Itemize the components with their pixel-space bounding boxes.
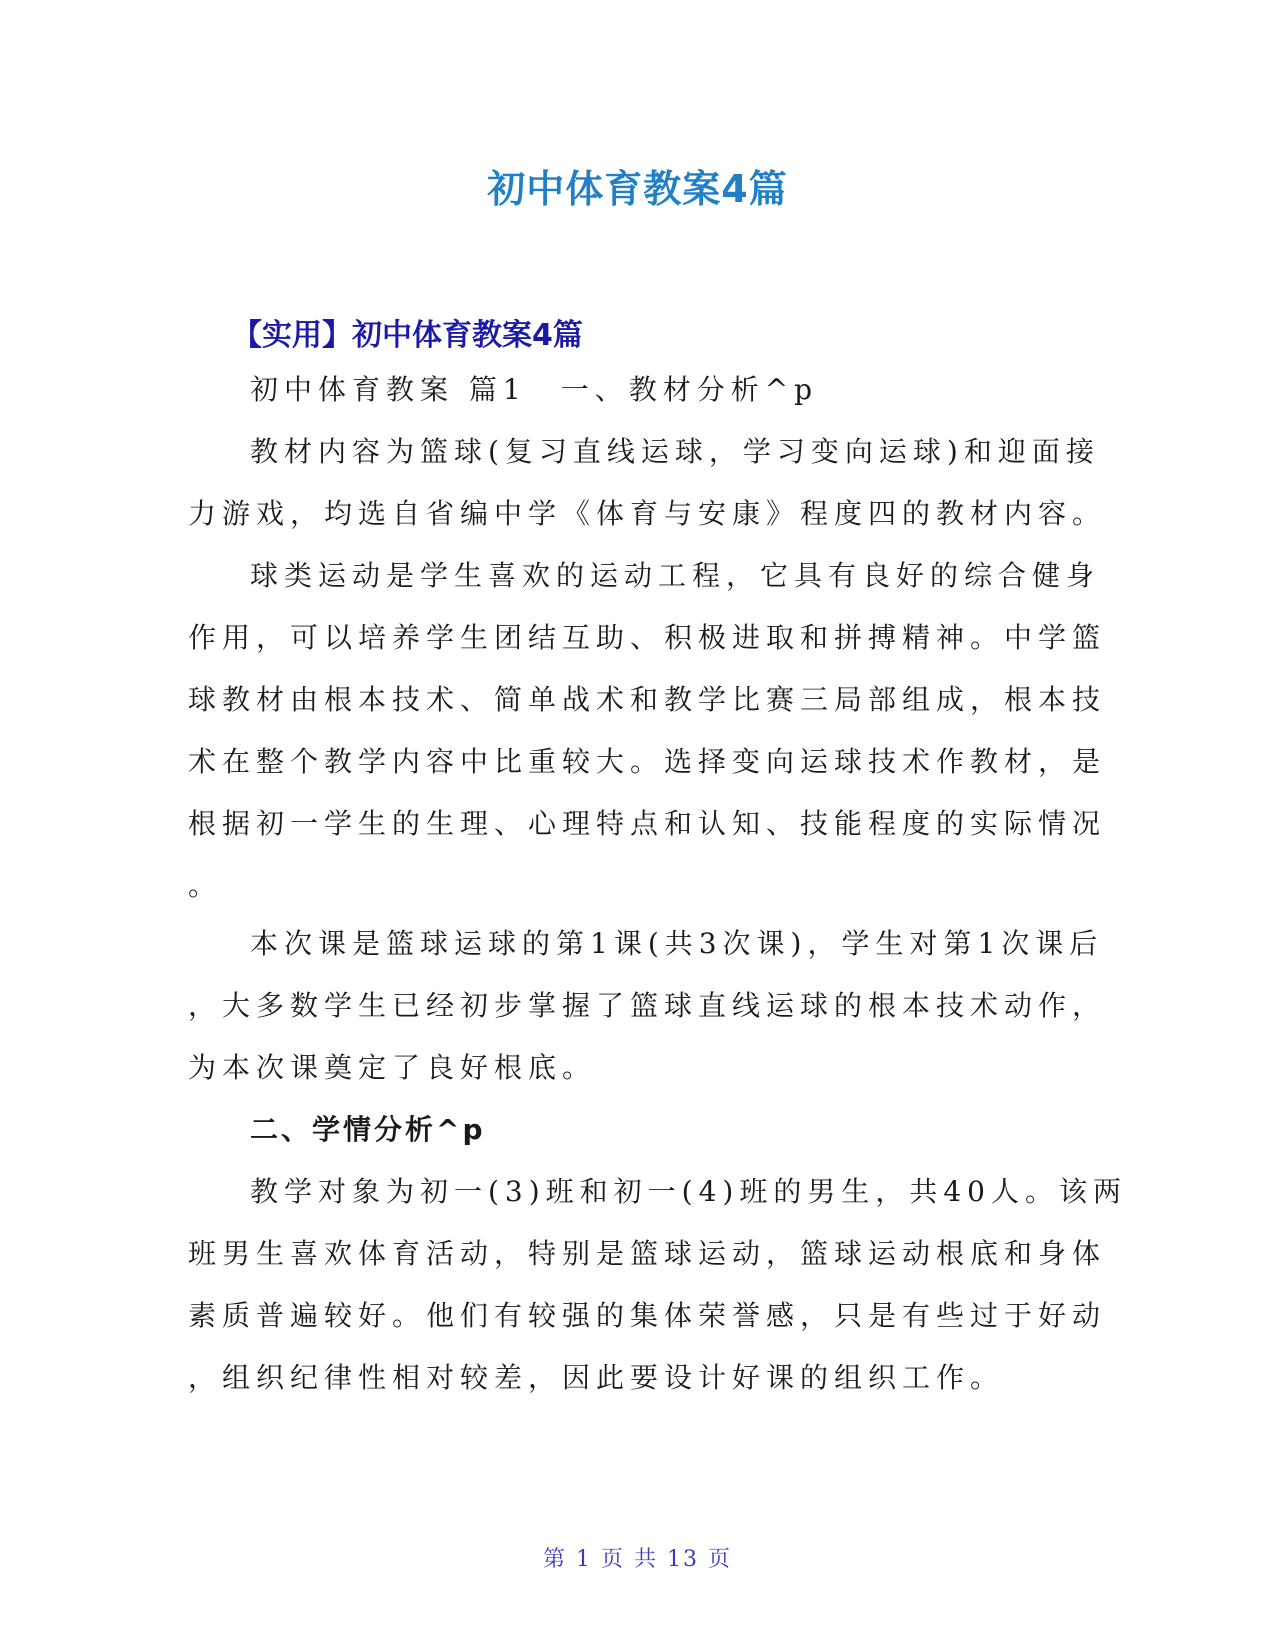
paragraph-line: 初中体育教案 篇1 一、教材分析^p [250, 373, 819, 406]
paragraph-line: 教学对象为初一(3)班和初一(4)班的男生，共40人。该两 [250, 1175, 1127, 1208]
paragraph-line: 力游戏，均选自省编中学《体育与安康》程度四的教材内容。 [188, 497, 1107, 530]
paragraph-line: 素质普遍较好。他们有较强的集体荣誉感，只是有些过于好动 [188, 1299, 1107, 1332]
paragraph-line: 球教材由根本技术、简单战术和教学比赛三局部组成，根本技 [188, 683, 1107, 716]
page-title: 初中体育教案4篇 [487, 167, 788, 211]
paragraph-line: 教材内容为篮球(复习直线运球，学习变向运球)和迎面接 [250, 435, 1100, 468]
paragraph-line: 本次课是篮球运球的第1课(共3次课)，学生对第1次课后 [250, 927, 1104, 960]
paragraph-line: 。 [188, 869, 223, 902]
paragraph-line: 根据初一学生的生理、心理特点和认知、技能程度的实际情况 [188, 807, 1107, 840]
paragraph-line: 术在整个教学内容中比重较大。选择变向运球技术作教材，是 [188, 745, 1107, 778]
section-heading: 二、学情分析^p [250, 1113, 486, 1146]
paragraph-line: 作用，可以培养学生团结互助、积极进取和拼搏精神。中学篮 [188, 621, 1107, 654]
document-subtitle: 【实用】初中体育教案4篇 [232, 318, 583, 353]
paragraph-line: 为本次课奠定了良好根底。 [188, 1051, 597, 1084]
page-number: 第 1 页 共 13 页 [543, 1547, 732, 1572]
paragraph-line: 班男生喜欢体育活动，特别是篮球运动，篮球运动根底和身体 [188, 1237, 1107, 1270]
paragraph-line: 球类运动是学生喜欢的运动工程，它具有良好的综合健身 [250, 559, 1101, 592]
paragraph-line: ，组织纪律性相对较差，因此要设计好课的组织工作。 [188, 1361, 1005, 1394]
paragraph-line: ，大多数学生已经初步掌握了篮球直线运球的根本技术动作， [188, 989, 1107, 1022]
